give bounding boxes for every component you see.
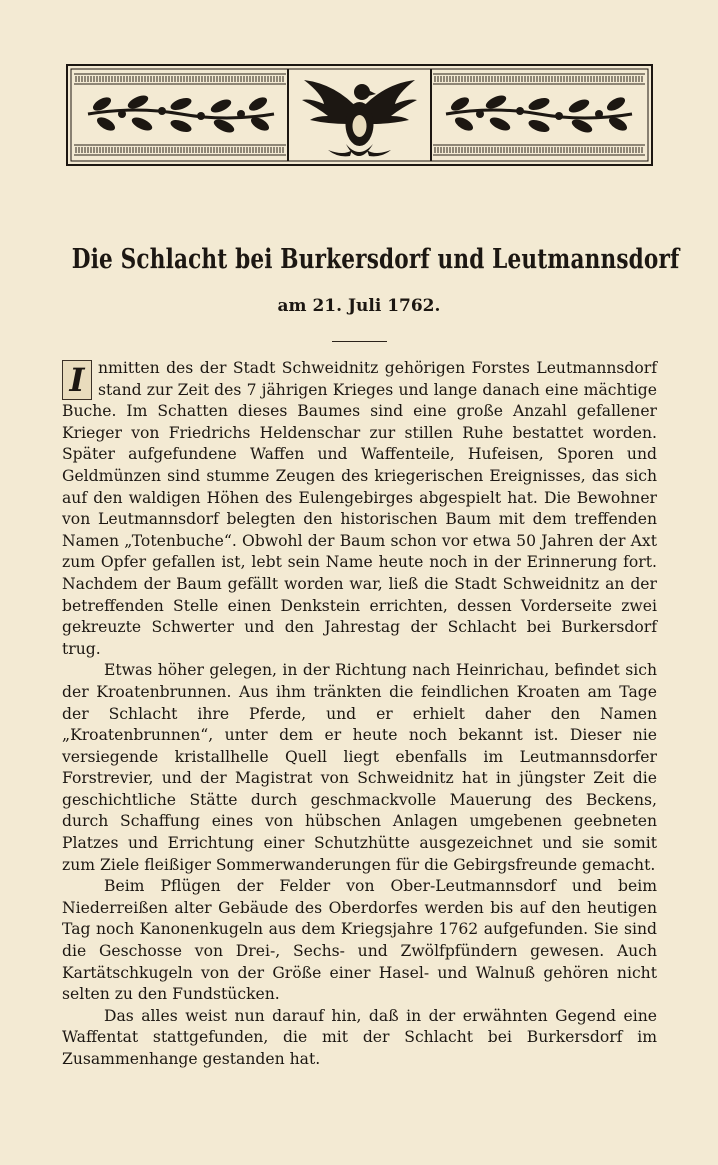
paragraph: Das alles weist nun darauf hin, daß in der erwähnten Gegend eine Waffentat stattgefunden, die mit der Schlacht bei Burkersdorf im Zusammenhange gestanden hat. <box>62 1006 657 1068</box>
paragraph: Etwas höher gelegen, in der Richtung nach Heinrichau, befindet sich der Kroatenbrunnen. Aus ihm tränkten die feindlichen Kroaten am Tage der Schlacht ihre Pferde, und er erhielt daher den Namen „Kroatenbrunnen“, unter dem er heute noch bekannt ist. Dieser nie versiegende kristallhelle Quell liegt ebenfalls im Leutmannsdorfer Forstrevier, und der Magistrat von Schweidnitz hat in jüngster Zeit die geschichtliche Stätte durch geschmackvolle Mauerung des Beckens, durch Schaffung eines von hübschen Anlagen umgebenen geebneten Platzes und Errichtung einer Schutzhütte ausgezeichnet und sie somit zum Ziele fleißiger Sommerwanderungen für die Gebirgsfreunde gemacht. <box>62 661 657 874</box>
eagle-emblem-icon <box>302 69 431 161</box>
page-subtitle: am 21. Juli 1762. <box>277 296 441 316</box>
paragraph: Beim Pflügen der Felder von Ober-Leutmannsdorf und beim Niederreißen alter Gebäude des Oberdorfes werden bis auf den heutigen Tag noch Kanonenkugeln aus dem Kriegsjahre 1762 aufgefunden. Sie sind die Geschosse von Drei-, Sechs- und Zwölfpfündern gewesen. Auch Kartätschkugeln von der Größe einer Hasel- und Walnuß gehören nicht selten zu den Fundstücken. <box>62 877 657 1004</box>
article-body <box>62 358 657 1071</box>
dropcap: I <box>62 360 92 400</box>
ornamental-header <box>66 64 653 166</box>
title-divider <box>332 341 387 342</box>
oak-leaf-garland-left <box>74 69 288 161</box>
oak-leaf-garland-right <box>433 74 645 155</box>
page-title: Die Schlacht bei Burkersdorf und Leutmannsdorf <box>71 244 680 275</box>
paragraph: I nmitten des der Stadt Schweidnitz gehörigen Forstes Leutmannsdorf stand zur Zeit des 7 jährigen Krieges und lange danach eine mächtige Buche. Im Schatten dieses Baumes sind eine große Anzahl gefallener Krieger von Friedrichs Heldenschar zur stillen Ruhe bestattet worden. Später aufgefundene Waffen und Waffenteile, Hufeisen, Sporen und Geldmünzen sind stumme Zeugen des kriegerischen Ereignisses, das sich auf den waldigen Höhen des Eulengebirges abgespielt hat. Die Bewohner von Leutmannsdorf belegten den historischen Baum mit dem treffenden Namen „Totenbuche“. Obwohl der Baum schon vor etwa 50 Jahren der Axt zum Opfer gefallen ist, lebt sein Name heute noch in der Erinnerung fort. Nachdem der Baum gefällt worden war, ließ die Stadt Schweidnitz an der betreffenden Stelle einen Denkstein errichten, dessen Vorderseite zwei gekreuzte Schwerter und den Jahrestag der Schlacht bei Burkersdorf trug. <box>62 359 657 658</box>
